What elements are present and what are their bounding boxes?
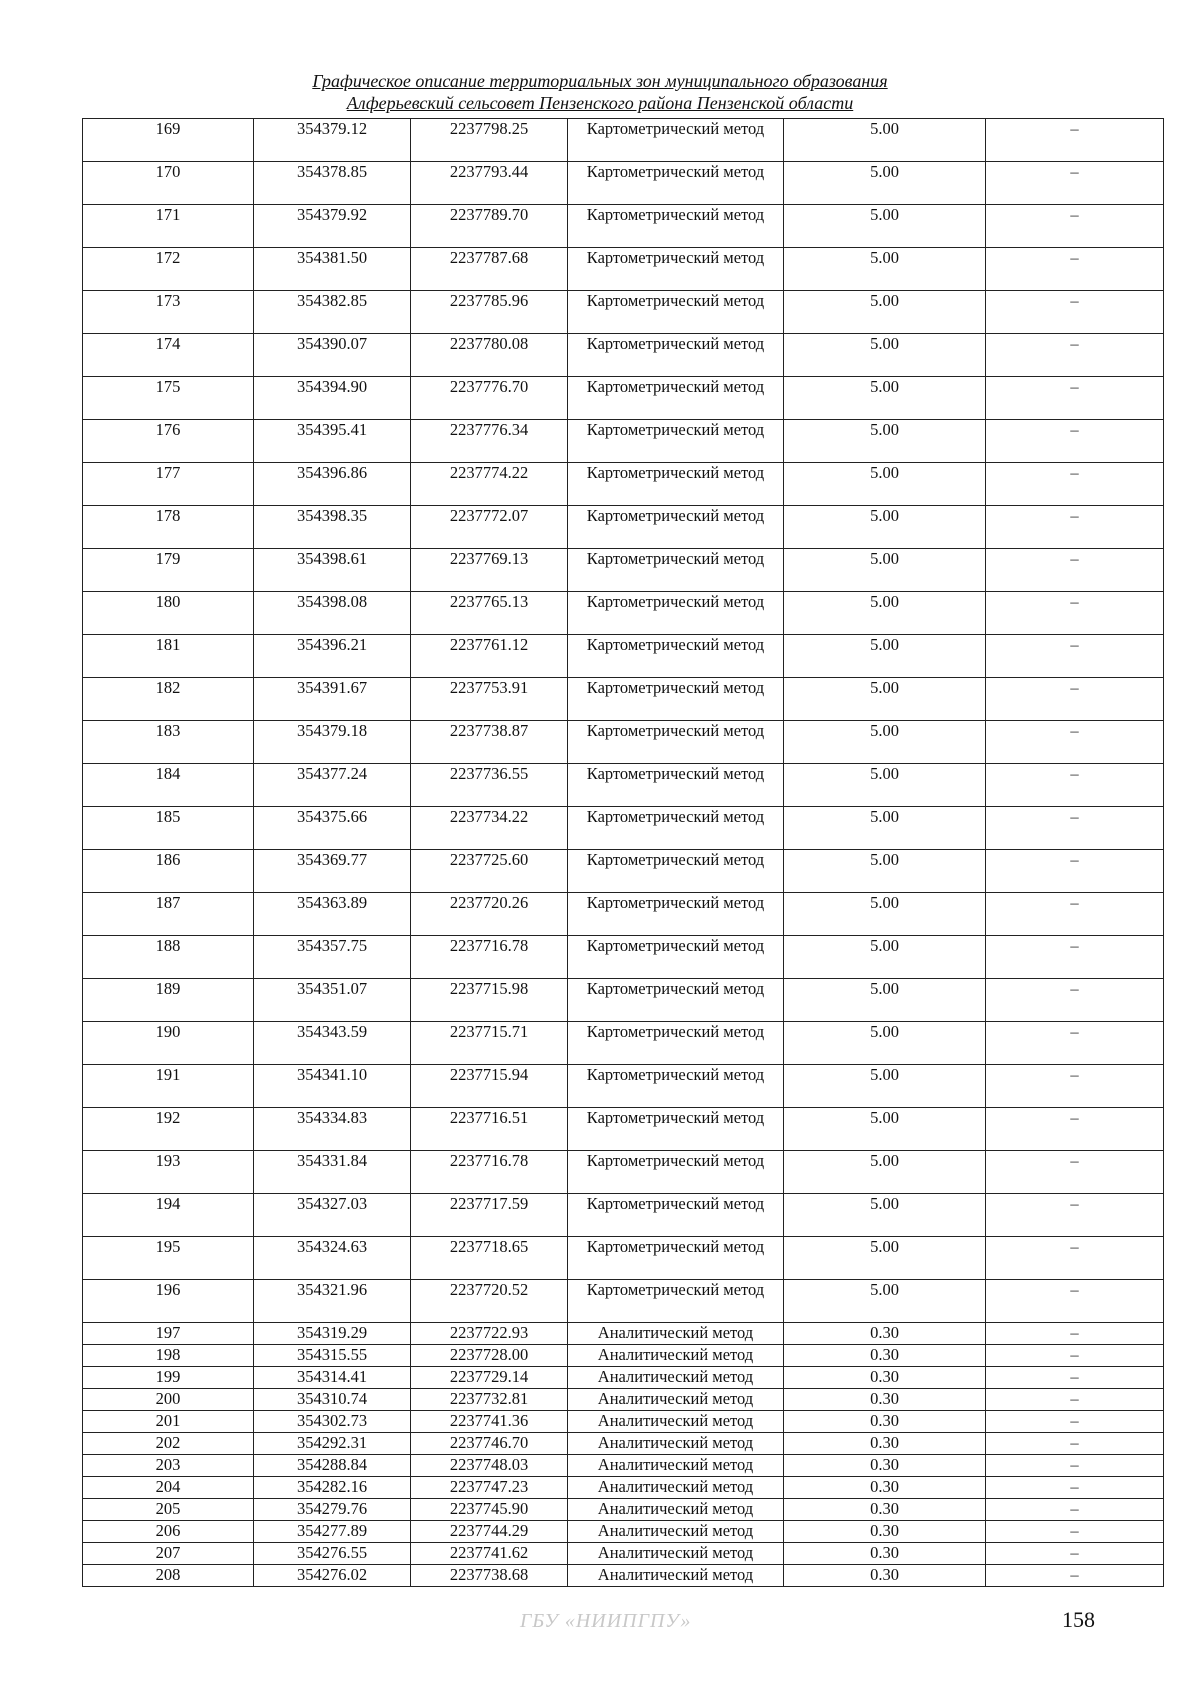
method-cell: Аналитический метод — [568, 1433, 784, 1455]
document-header — [0, 70, 1200, 114]
description-cell: – — [986, 678, 1164, 721]
header-line-2: Алферьевский сельсовет Пензенского района Пензенской области — [346, 93, 854, 113]
accuracy-cell: 5.00 — [784, 291, 986, 334]
accuracy-cell: 0.30 — [784, 1499, 986, 1521]
y-coordinate-cell: 2237798.25 — [411, 119, 568, 162]
y-coordinate-cell: 2237741.62 — [411, 1543, 568, 1565]
accuracy-cell: 5.00 — [784, 807, 986, 850]
point-number-cell: 200 — [83, 1389, 254, 1411]
y-coordinate-cell: 2237753.91 — [411, 678, 568, 721]
point-number-cell: 173 — [83, 291, 254, 334]
point-number-cell: 172 — [83, 248, 254, 291]
x-coordinate-cell: 354379.12 — [254, 119, 411, 162]
method-cell: Картометрический метод — [568, 721, 784, 764]
method-cell: Аналитический метод — [568, 1499, 784, 1521]
accuracy-cell: 5.00 — [784, 1065, 986, 1108]
coordinates-table — [82, 118, 1164, 1587]
method-cell: Картометрический метод — [568, 979, 784, 1022]
description-cell: – — [986, 635, 1164, 678]
accuracy-cell: 0.30 — [784, 1477, 986, 1499]
x-coordinate-cell: 354363.89 — [254, 893, 411, 936]
point-number-cell: 185 — [83, 807, 254, 850]
method-cell: Картометрический метод — [568, 377, 784, 420]
y-coordinate-cell: 2237725.60 — [411, 850, 568, 893]
table-row — [83, 592, 1164, 635]
table-row — [83, 850, 1164, 893]
method-cell: Картометрический метод — [568, 162, 784, 205]
description-cell: – — [986, 1499, 1164, 1521]
y-coordinate-cell: 2237748.03 — [411, 1455, 568, 1477]
method-cell: Картометрический метод — [568, 248, 784, 291]
x-coordinate-cell: 354395.41 — [254, 420, 411, 463]
x-coordinate-cell: 354315.55 — [254, 1345, 411, 1367]
description-cell: – — [986, 420, 1164, 463]
description-cell: – — [986, 377, 1164, 420]
method-cell: Аналитический метод — [568, 1345, 784, 1367]
method-cell: Аналитический метод — [568, 1565, 784, 1587]
header-line-1: Графическое описание территориальных зон муниципального образования — [312, 71, 888, 91]
x-coordinate-cell: 354327.03 — [254, 1194, 411, 1237]
method-cell: Картометрический метод — [568, 678, 784, 721]
method-cell: Аналитический метод — [568, 1543, 784, 1565]
table-row — [83, 1543, 1164, 1565]
point-number-cell: 182 — [83, 678, 254, 721]
table-row — [83, 1237, 1164, 1280]
x-coordinate-cell: 354276.02 — [254, 1565, 411, 1587]
accuracy-cell: 5.00 — [784, 678, 986, 721]
x-coordinate-cell: 354324.63 — [254, 1237, 411, 1280]
y-coordinate-cell: 2237787.68 — [411, 248, 568, 291]
description-cell: – — [986, 1455, 1164, 1477]
x-coordinate-cell: 354302.73 — [254, 1411, 411, 1433]
description-cell: – — [986, 850, 1164, 893]
description-cell: – — [986, 162, 1164, 205]
description-cell: – — [986, 248, 1164, 291]
y-coordinate-cell: 2237722.93 — [411, 1323, 568, 1345]
y-coordinate-cell: 2237728.00 — [411, 1345, 568, 1367]
page-number: 158 — [1062, 1607, 1095, 1632]
point-number-cell: 175 — [83, 377, 254, 420]
accuracy-cell: 5.00 — [784, 119, 986, 162]
table-row — [83, 119, 1164, 162]
table-row — [83, 893, 1164, 936]
y-coordinate-cell: 2237715.94 — [411, 1065, 568, 1108]
x-coordinate-cell: 354378.85 — [254, 162, 411, 205]
x-coordinate-cell: 354396.21 — [254, 635, 411, 678]
x-coordinate-cell: 354398.61 — [254, 549, 411, 592]
x-coordinate-cell: 354288.84 — [254, 1455, 411, 1477]
y-coordinate-cell: 2237747.23 — [411, 1477, 568, 1499]
description-cell: – — [986, 1108, 1164, 1151]
method-cell: Аналитический метод — [568, 1477, 784, 1499]
method-cell: Картометрический метод — [568, 119, 784, 162]
coordinates-table-body — [83, 119, 1164, 1587]
point-number-cell: 194 — [83, 1194, 254, 1237]
x-coordinate-cell: 354396.86 — [254, 463, 411, 506]
y-coordinate-cell: 2237776.34 — [411, 420, 568, 463]
table-row — [83, 506, 1164, 549]
description-cell: – — [986, 1367, 1164, 1389]
description-cell: – — [986, 721, 1164, 764]
table-row — [83, 1280, 1164, 1323]
point-number-cell: 205 — [83, 1499, 254, 1521]
method-cell: Аналитический метод — [568, 1455, 784, 1477]
description-cell: – — [986, 1237, 1164, 1280]
table-row — [83, 678, 1164, 721]
table-row — [83, 807, 1164, 850]
description-cell: – — [986, 807, 1164, 850]
x-coordinate-cell: 354390.07 — [254, 334, 411, 377]
accuracy-cell: 5.00 — [784, 1108, 986, 1151]
point-number-cell: 188 — [83, 936, 254, 979]
y-coordinate-cell: 2237785.96 — [411, 291, 568, 334]
description-cell: – — [986, 1194, 1164, 1237]
table-row — [83, 549, 1164, 592]
y-coordinate-cell: 2237716.78 — [411, 936, 568, 979]
point-number-cell: 171 — [83, 205, 254, 248]
x-coordinate-cell: 354394.90 — [254, 377, 411, 420]
y-coordinate-cell: 2237746.70 — [411, 1433, 568, 1455]
point-number-cell: 190 — [83, 1022, 254, 1065]
method-cell: Картометрический метод — [568, 764, 784, 807]
point-number-cell: 192 — [83, 1108, 254, 1151]
x-coordinate-cell: 354292.31 — [254, 1433, 411, 1455]
description-cell: – — [986, 979, 1164, 1022]
x-coordinate-cell: 354277.89 — [254, 1521, 411, 1543]
method-cell: Аналитический метод — [568, 1389, 784, 1411]
y-coordinate-cell: 2237732.81 — [411, 1389, 568, 1411]
y-coordinate-cell: 2237720.52 — [411, 1280, 568, 1323]
method-cell: Аналитический метод — [568, 1521, 784, 1543]
table-row — [83, 1323, 1164, 1345]
table-row — [83, 1194, 1164, 1237]
x-coordinate-cell: 354382.85 — [254, 291, 411, 334]
y-coordinate-cell: 2237738.87 — [411, 721, 568, 764]
y-coordinate-cell: 2237720.26 — [411, 893, 568, 936]
accuracy-cell: 5.00 — [784, 1022, 986, 1065]
description-cell: – — [986, 1065, 1164, 1108]
x-coordinate-cell: 354343.59 — [254, 1022, 411, 1065]
point-number-cell: 202 — [83, 1433, 254, 1455]
accuracy-cell: 0.30 — [784, 1389, 986, 1411]
table-row — [83, 162, 1164, 205]
point-number-cell: 184 — [83, 764, 254, 807]
method-cell: Картометрический метод — [568, 1108, 784, 1151]
accuracy-cell: 5.00 — [784, 1194, 986, 1237]
y-coordinate-cell: 2237734.22 — [411, 807, 568, 850]
point-number-cell: 179 — [83, 549, 254, 592]
method-cell: Аналитический метод — [568, 1323, 784, 1345]
description-cell: – — [986, 1280, 1164, 1323]
table-row — [83, 1521, 1164, 1543]
description-cell: – — [986, 1477, 1164, 1499]
point-number-cell: 201 — [83, 1411, 254, 1433]
table-row — [83, 721, 1164, 764]
method-cell: Картометрический метод — [568, 420, 784, 463]
point-number-cell: 174 — [83, 334, 254, 377]
description-cell: – — [986, 893, 1164, 936]
point-number-cell: 197 — [83, 1323, 254, 1345]
method-cell: Картометрический метод — [568, 549, 784, 592]
table-row — [83, 936, 1164, 979]
y-coordinate-cell: 2237717.59 — [411, 1194, 568, 1237]
point-number-cell: 193 — [83, 1151, 254, 1194]
point-number-cell: 199 — [83, 1367, 254, 1389]
footer-organization: ГБУ «НИИПГПУ» — [520, 1610, 692, 1632]
x-coordinate-cell: 354314.41 — [254, 1367, 411, 1389]
accuracy-cell: 5.00 — [784, 506, 986, 549]
method-cell: Картометрический метод — [568, 1237, 784, 1280]
method-cell: Картометрический метод — [568, 936, 784, 979]
accuracy-cell: 0.30 — [784, 1323, 986, 1345]
description-cell: – — [986, 291, 1164, 334]
y-coordinate-cell: 2237715.98 — [411, 979, 568, 1022]
point-number-cell: 180 — [83, 592, 254, 635]
method-cell: Картометрический метод — [568, 506, 784, 549]
method-cell: Картометрический метод — [568, 635, 784, 678]
y-coordinate-cell: 2237744.29 — [411, 1521, 568, 1543]
table-row — [83, 1499, 1164, 1521]
table-row — [83, 377, 1164, 420]
point-number-cell: 187 — [83, 893, 254, 936]
point-number-cell: 181 — [83, 635, 254, 678]
accuracy-cell: 5.00 — [784, 850, 986, 893]
y-coordinate-cell: 2237769.13 — [411, 549, 568, 592]
x-coordinate-cell: 354331.84 — [254, 1151, 411, 1194]
y-coordinate-cell: 2237761.12 — [411, 635, 568, 678]
accuracy-cell: 5.00 — [784, 1280, 986, 1323]
description-cell: – — [986, 1543, 1164, 1565]
method-cell: Картометрический метод — [568, 1151, 784, 1194]
description-cell: – — [986, 119, 1164, 162]
point-number-cell: 198 — [83, 1345, 254, 1367]
table-row — [83, 1345, 1164, 1367]
x-coordinate-cell: 354381.50 — [254, 248, 411, 291]
accuracy-cell: 5.00 — [784, 979, 986, 1022]
point-number-cell: 191 — [83, 1065, 254, 1108]
table-row — [83, 205, 1164, 248]
accuracy-cell: 5.00 — [784, 635, 986, 678]
description-cell: – — [986, 1389, 1164, 1411]
description-cell: – — [986, 1022, 1164, 1065]
point-number-cell: 176 — [83, 420, 254, 463]
table-row — [83, 1367, 1164, 1389]
accuracy-cell: 0.30 — [784, 1521, 986, 1543]
x-coordinate-cell: 354276.55 — [254, 1543, 411, 1565]
x-coordinate-cell: 354321.96 — [254, 1280, 411, 1323]
table-row — [83, 1065, 1164, 1108]
method-cell: Картометрический метод — [568, 463, 784, 506]
table-row — [83, 1389, 1164, 1411]
accuracy-cell: 5.00 — [784, 205, 986, 248]
point-number-cell: 196 — [83, 1280, 254, 1323]
accuracy-cell: 5.00 — [784, 549, 986, 592]
description-cell: – — [986, 1433, 1164, 1455]
table-row — [83, 420, 1164, 463]
description-cell: – — [986, 549, 1164, 592]
y-coordinate-cell: 2237741.36 — [411, 1411, 568, 1433]
accuracy-cell: 0.30 — [784, 1455, 986, 1477]
table-row — [83, 291, 1164, 334]
x-coordinate-cell: 354310.74 — [254, 1389, 411, 1411]
y-coordinate-cell: 2237772.07 — [411, 506, 568, 549]
table-row — [83, 248, 1164, 291]
method-cell: Аналитический метод — [568, 1367, 784, 1389]
y-coordinate-cell: 2237738.68 — [411, 1565, 568, 1587]
point-number-cell: 206 — [83, 1521, 254, 1543]
table-row — [83, 979, 1164, 1022]
method-cell: Картометрический метод — [568, 893, 784, 936]
description-cell: – — [986, 1521, 1164, 1543]
description-cell: – — [986, 1323, 1164, 1345]
table-row — [83, 764, 1164, 807]
method-cell: Картометрический метод — [568, 1194, 784, 1237]
x-coordinate-cell: 354375.66 — [254, 807, 411, 850]
x-coordinate-cell: 354398.35 — [254, 506, 411, 549]
point-number-cell: 208 — [83, 1565, 254, 1587]
accuracy-cell: 5.00 — [784, 592, 986, 635]
table-row — [83, 334, 1164, 377]
table-row — [83, 1455, 1164, 1477]
description-cell: – — [986, 1345, 1164, 1367]
table-row — [83, 1477, 1164, 1499]
description-cell: – — [986, 1565, 1164, 1587]
accuracy-cell: 0.30 — [784, 1367, 986, 1389]
method-cell: Картометрический метод — [568, 291, 784, 334]
table-row — [83, 1022, 1164, 1065]
point-number-cell: 203 — [83, 1455, 254, 1477]
x-coordinate-cell: 354357.75 — [254, 936, 411, 979]
method-cell: Картометрический метод — [568, 592, 784, 635]
description-cell: – — [986, 764, 1164, 807]
accuracy-cell: 5.00 — [784, 721, 986, 764]
point-number-cell: 170 — [83, 162, 254, 205]
y-coordinate-cell: 2237774.22 — [411, 463, 568, 506]
y-coordinate-cell: 2237716.51 — [411, 1108, 568, 1151]
x-coordinate-cell: 354391.67 — [254, 678, 411, 721]
y-coordinate-cell: 2237776.70 — [411, 377, 568, 420]
table-row — [83, 1151, 1164, 1194]
x-coordinate-cell: 354341.10 — [254, 1065, 411, 1108]
description-cell: – — [986, 334, 1164, 377]
x-coordinate-cell: 354369.77 — [254, 850, 411, 893]
x-coordinate-cell: 354351.07 — [254, 979, 411, 1022]
method-cell: Картометрический метод — [568, 850, 784, 893]
point-number-cell: 183 — [83, 721, 254, 764]
y-coordinate-cell: 2237718.65 — [411, 1237, 568, 1280]
x-coordinate-cell: 354319.29 — [254, 1323, 411, 1345]
accuracy-cell: 5.00 — [784, 377, 986, 420]
accuracy-cell: 5.00 — [784, 764, 986, 807]
point-number-cell: 207 — [83, 1543, 254, 1565]
point-number-cell: 186 — [83, 850, 254, 893]
table-row — [83, 1565, 1164, 1587]
description-cell: – — [986, 1151, 1164, 1194]
y-coordinate-cell: 2237789.70 — [411, 205, 568, 248]
accuracy-cell: 5.00 — [784, 1237, 986, 1280]
description-cell: – — [986, 592, 1164, 635]
description-cell: – — [986, 463, 1164, 506]
accuracy-cell: 0.30 — [784, 1543, 986, 1565]
point-number-cell: 204 — [83, 1477, 254, 1499]
method-cell: Картометрический метод — [568, 334, 784, 377]
description-cell: – — [986, 205, 1164, 248]
y-coordinate-cell: 2237729.14 — [411, 1367, 568, 1389]
method-cell: Картометрический метод — [568, 1065, 784, 1108]
x-coordinate-cell: 354398.08 — [254, 592, 411, 635]
point-number-cell: 169 — [83, 119, 254, 162]
x-coordinate-cell: 354334.83 — [254, 1108, 411, 1151]
table-row — [83, 1433, 1164, 1455]
accuracy-cell: 5.00 — [784, 420, 986, 463]
accuracy-cell: 0.30 — [784, 1345, 986, 1367]
x-coordinate-cell: 354282.16 — [254, 1477, 411, 1499]
x-coordinate-cell: 354377.24 — [254, 764, 411, 807]
point-number-cell: 195 — [83, 1237, 254, 1280]
accuracy-cell: 5.00 — [784, 162, 986, 205]
point-number-cell: 177 — [83, 463, 254, 506]
y-coordinate-cell: 2237765.13 — [411, 592, 568, 635]
y-coordinate-cell: 2237793.44 — [411, 162, 568, 205]
accuracy-cell: 5.00 — [784, 936, 986, 979]
x-coordinate-cell: 354279.76 — [254, 1499, 411, 1521]
y-coordinate-cell: 2237780.08 — [411, 334, 568, 377]
y-coordinate-cell: 2237716.78 — [411, 1151, 568, 1194]
accuracy-cell: 5.00 — [784, 334, 986, 377]
accuracy-cell: 5.00 — [784, 463, 986, 506]
point-number-cell: 178 — [83, 506, 254, 549]
method-cell: Картометрический метод — [568, 1022, 784, 1065]
method-cell: Картометрический метод — [568, 1280, 784, 1323]
x-coordinate-cell: 354379.92 — [254, 205, 411, 248]
table-row — [83, 463, 1164, 506]
accuracy-cell: 0.30 — [784, 1565, 986, 1587]
method-cell: Аналитический метод — [568, 1411, 784, 1433]
accuracy-cell: 0.30 — [784, 1433, 986, 1455]
x-coordinate-cell: 354379.18 — [254, 721, 411, 764]
y-coordinate-cell: 2237745.90 — [411, 1499, 568, 1521]
table-row — [83, 635, 1164, 678]
description-cell: – — [986, 936, 1164, 979]
table-row — [83, 1411, 1164, 1433]
y-coordinate-cell: 2237736.55 — [411, 764, 568, 807]
method-cell: Картометрический метод — [568, 205, 784, 248]
accuracy-cell: 5.00 — [784, 248, 986, 291]
accuracy-cell: 5.00 — [784, 1151, 986, 1194]
description-cell: – — [986, 1411, 1164, 1433]
method-cell: Картометрический метод — [568, 807, 784, 850]
description-cell: – — [986, 506, 1164, 549]
y-coordinate-cell: 2237715.71 — [411, 1022, 568, 1065]
accuracy-cell: 5.00 — [784, 893, 986, 936]
accuracy-cell: 0.30 — [784, 1411, 986, 1433]
table-row — [83, 1108, 1164, 1151]
point-number-cell: 189 — [83, 979, 254, 1022]
